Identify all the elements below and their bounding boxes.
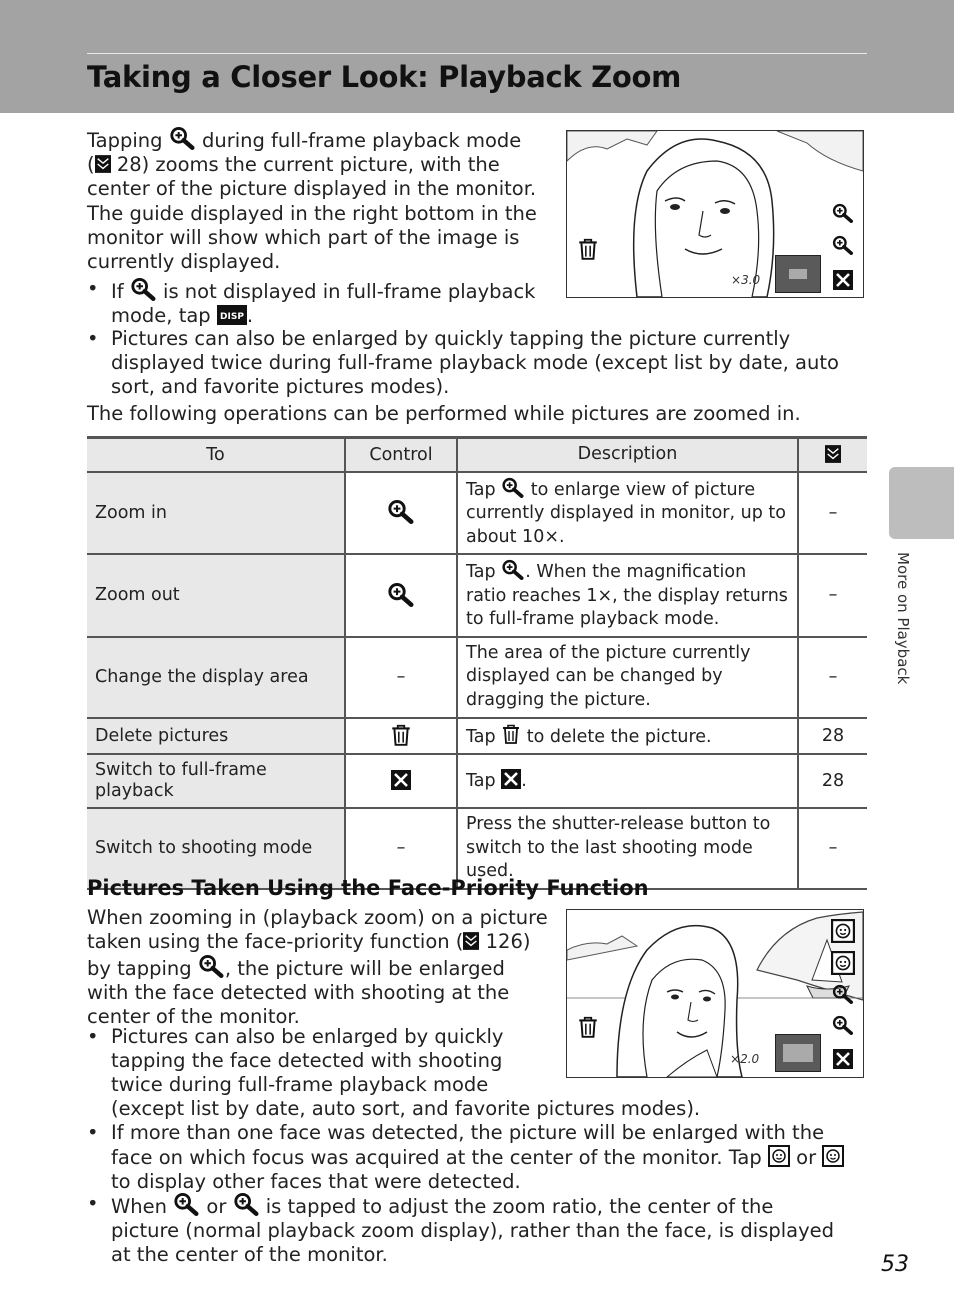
table-row (87, 718, 867, 755)
zoom-guide (775, 1034, 821, 1072)
table-row (87, 554, 867, 637)
page-number: 53 (881, 1252, 909, 1277)
next-face-icon (822, 1145, 844, 1167)
zoom-in-icon (130, 277, 157, 301)
table-header-to: To (87, 438, 345, 472)
table-cell-reference: – (798, 554, 867, 637)
zoom-in-icon (198, 954, 225, 978)
section-heading: Pictures Taken Using the Face-Priority Function (87, 876, 649, 900)
zoom-screen-illustration (566, 130, 864, 298)
table-cell-to: Zoom out (87, 554, 345, 637)
table-cell-control: – (345, 637, 457, 718)
zoom-out-icon (387, 582, 415, 607)
header-rule (87, 53, 867, 54)
zoom-in-icon (173, 1192, 200, 1216)
section-tab-label: More on Playback (894, 552, 912, 685)
close-icon (501, 769, 521, 789)
zoom-in-icon (387, 499, 415, 524)
face-bullet-3: • When or is tapped to adjust the zoom ratio, the center of the picture (normal playback zoom display), rather than the face, is displayed at the center of the monitor. (87, 1192, 847, 1267)
close-icon[interactable] (833, 270, 853, 290)
table-cell-control: – (345, 808, 457, 889)
table-cell-control (345, 754, 457, 808)
table-header-description: Description (457, 438, 798, 472)
zoom-guide-viewport (783, 1044, 813, 1062)
book-ref-icon (463, 931, 479, 951)
trash-icon[interactable] (577, 237, 599, 261)
operations-table (87, 436, 867, 890)
trash-icon (501, 723, 521, 745)
header-band (0, 0, 954, 113)
table-cell-control (345, 718, 457, 755)
intro-paragraph-2: The guide displayed in the right bottom in the monitor will show which part of the image is currently displayed. (87, 202, 537, 273)
prev-face-icon (768, 1145, 790, 1167)
close-icon[interactable] (833, 1049, 853, 1069)
intro-bullet-1: • If is not displayed in full-frame playback mode, tap . (87, 277, 547, 328)
zoom-out-icon (233, 1192, 260, 1216)
table-cell-to: Change the display area (87, 637, 345, 718)
table-cell-description: Press the shutter-release button to switch to the last shooting mode used. (457, 808, 798, 889)
prev-face-icon[interactable] (831, 919, 855, 943)
trash-icon[interactable] (577, 1015, 599, 1039)
table-cell-description: The area of the picture currently displayed can be changed by dragging the picture. (457, 637, 798, 718)
book-ref-icon (825, 444, 841, 464)
zoom-in-icon (169, 126, 196, 150)
page-title: Taking a Closer Look: Playback Zoom (87, 60, 682, 94)
table-cell-to: Switch to shooting mode (87, 808, 345, 889)
table-row (87, 637, 867, 718)
table-cell-reference: 28 (798, 718, 867, 755)
disp-icon (217, 305, 247, 325)
zoom-out-icon[interactable] (832, 1015, 854, 1035)
face-zoom-screen-illustration (566, 909, 864, 1078)
zoom-guide (775, 255, 821, 293)
close-icon (391, 770, 411, 790)
table-header-control: Control (345, 438, 457, 472)
table-cell-description: Tap . When the magnification ratio reaches 1×, the display returns to full-frame playback mode. (457, 554, 798, 637)
table-cell-to: Zoom in (87, 472, 345, 555)
zoom-in-icon (501, 477, 525, 498)
table-header-row (87, 438, 867, 472)
zoom-out-icon[interactable] (832, 235, 854, 255)
intro-paragraph-1: Tapping during full-frame playback mode ( 28) zooms the current picture, with the center of the picture displayed in the monitor. (87, 126, 547, 201)
intro-paragraph-3: The following operations can be performed while pictures are zoomed in. (87, 402, 801, 425)
next-face-icon[interactable] (831, 951, 855, 975)
face-bullet-1: • Pictures can also be enlarged by quickly tapping the face detected with shooting twice during full-frame playback mode (except list by date, auto sort, and favorite pictures modes). (87, 1025, 787, 1121)
trash-icon (390, 723, 412, 747)
table-cell-description: Tap to enlarge view of picture currently displayed in monitor, up to about 10×. (457, 472, 798, 555)
zoom-ratio-label: ×2.0 (730, 1052, 760, 1066)
table-cell-to: Switch to full-frame playback (87, 754, 345, 808)
zoom-ratio-label: ×3.0 (731, 273, 761, 287)
table-header-reference (798, 438, 867, 472)
zoom-in-icon[interactable] (832, 203, 854, 223)
table-row (87, 472, 867, 555)
zoom-out-icon (501, 559, 525, 580)
table-cell-control (345, 554, 457, 637)
zoom-in-icon[interactable] (832, 984, 854, 1004)
face-bullet-2: • If more than one face was detected, the picture will be enlarged with the face on which focus was acquired at the center of the monitor. Tap or to display other faces that were detected. (87, 1121, 847, 1194)
table-cell-reference: – (798, 472, 867, 555)
table-cell-reference: – (798, 808, 867, 889)
table-cell-control (345, 472, 457, 555)
table-cell-to: Delete pictures (87, 718, 345, 755)
book-ref-icon (95, 154, 111, 174)
table-cell-reference: – (798, 637, 867, 718)
zoom-guide-viewport (789, 269, 807, 279)
table-row (87, 754, 867, 808)
table-cell-reference: 28 (798, 754, 867, 808)
intro-bullet-2: • Pictures can also be enlarged by quickly tapping the picture currently displayed twice during full-frame playback mode (except list by date, auto sort, and favorite pictures modes). (87, 327, 867, 399)
section-tab (889, 467, 954, 539)
table-cell-description: Tap . (457, 754, 798, 808)
table-cell-description: Tap to delete the picture. (457, 718, 798, 755)
face-paragraph: When zooming in (playback zoom) on a picture taken using the face-priority function ( 126) by tapping , the picture will be enlarged with the face detected with shooting at the center of the monitor. (87, 906, 548, 1028)
